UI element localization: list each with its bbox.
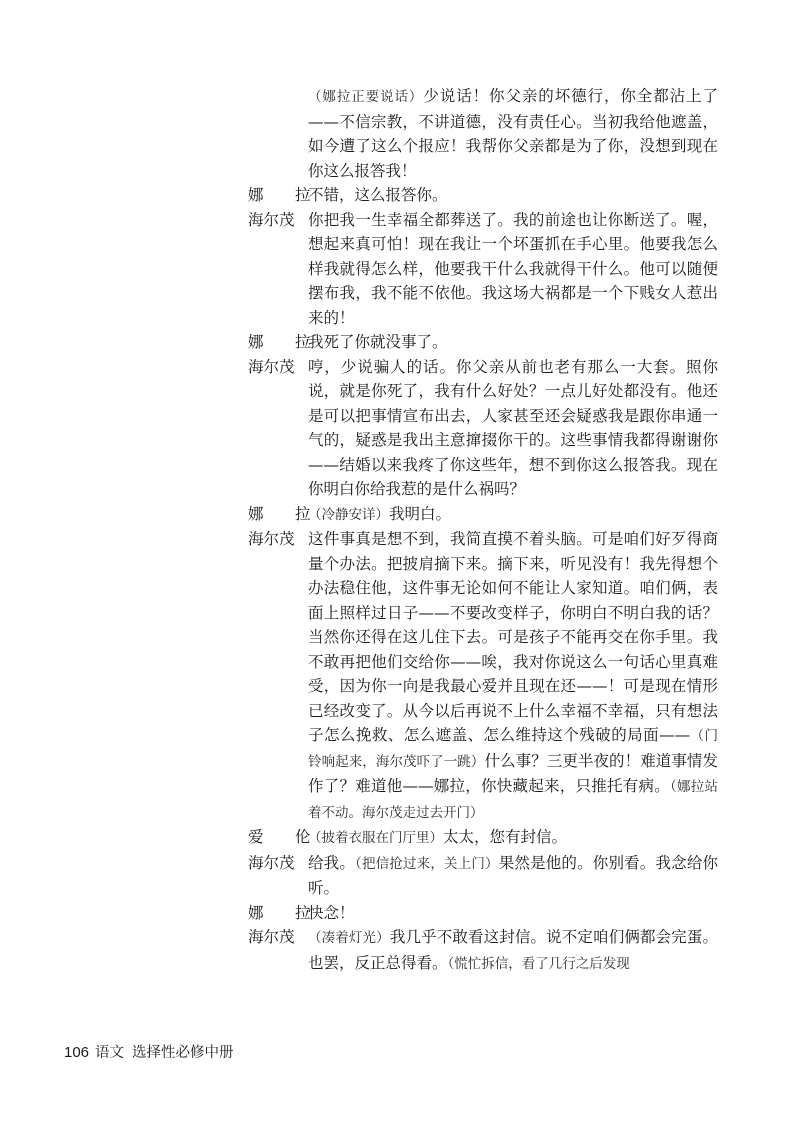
speech-text (308, 925, 718, 976)
stage-direction: （门铃响起来，海尔茂吓了一跳） (308, 728, 718, 770)
speech-text (308, 527, 718, 825)
spoken-line: 什么事？三更半夜的！难道事情发作了？难道他——娜拉，你快藏起来，只推托有病。 (308, 751, 718, 795)
speech-text (308, 901, 718, 926)
spoken-line: 给我。 (308, 853, 356, 872)
dialogue-entry (248, 84, 718, 183)
speaker-name: 娜 拉 (248, 186, 319, 204)
spoken-line: 我几乎不敢看这封信。说不定咱们俩都会完蛋。也罢，反正总得看。 (308, 928, 718, 972)
subject-label: 语文 (95, 1045, 125, 1061)
spoken-line: 太太，您有封信。 (443, 828, 568, 846)
stage-direction: （凑着灯光） (308, 930, 390, 946)
dialogue-entry (248, 851, 718, 901)
speaker-name: 娜 拉 (248, 903, 319, 922)
spoken-line: 快念！ (308, 903, 355, 922)
stage-direction: （慌忙拆信，看了几行之后发现 (447, 955, 630, 972)
speech-text (308, 208, 718, 331)
speaker-name: 娜 拉 (248, 333, 319, 351)
stage-direction: （冷静安详） (308, 506, 389, 523)
speech-text (308, 84, 718, 183)
page-number: 106 (64, 1044, 90, 1061)
book-title: 选择性必修中册 (132, 1045, 234, 1061)
dialogue-entry (248, 330, 718, 355)
speech-text (308, 355, 718, 502)
speaker-name: 海尔茂 (248, 357, 295, 376)
speech-text (308, 183, 718, 208)
page-footer (64, 1041, 234, 1062)
stage-direction: （把信抢过来，关上门） (355, 855, 499, 872)
spoken-line: 这件事真是想不到，我简直摸不着头脑。可是咱们好歹得商量个办法。把披肩摘下来。摘下来，听见没有！我先得想个办法稳住他，这件事无论如何不能让人家知道。咱们俩，表面上照样过日子——不要改变样子，你明白不明白我的话？当然你还得在这儿住下去。可是孩子不能再交在你手里。我不敢再把他们交给你——唉，我对你说这么一句话心里真难受，因为你一向是我最心爱并且现在还——！可是现在情形已经改变了。从今以后再说不上什么幸福不幸福，只有想法子怎么挽救、怎么遮盖、怎么维持这个残破的局面—— (308, 530, 718, 744)
speaker-name: 海尔茂 (248, 530, 295, 548)
dialogue-entry (248, 183, 718, 208)
speech-text (308, 330, 718, 355)
speaker-name: 海尔茂 (248, 853, 295, 872)
dialogue-entry (248, 925, 718, 976)
dialogue-entry (248, 355, 718, 502)
dialogue-entry (248, 208, 718, 331)
speech-text (308, 825, 718, 851)
dialogue-entry (248, 901, 718, 926)
speaker-name: 海尔茂 (248, 928, 295, 946)
speech-text (308, 851, 718, 901)
spoken-line: 我明白。 (389, 504, 452, 523)
spoken-line: 少说话！你父亲的坏德行，你全都沾上了——不信宗教，不讲道德，没有责任心。当初我给他遮盖，如今遭了这么个报应！我帮你父亲都是为了你，没想到现在你这么报答我！ (308, 87, 718, 180)
stage-direction: （娜拉正要说话） (308, 89, 424, 105)
speech-text (308, 502, 718, 528)
dialogue-entry (248, 502, 718, 528)
spoken-line: 不错，这么报答你。 (308, 186, 448, 204)
play-script (248, 84, 718, 976)
spoken-line: 哼，少说骗人的话。你父亲从前也老有那么一大套。照你说，就是你死了，我有什么好处？一点儿好处都没有。他还是可以把事情宣布出去，人家甚至还会疑惑我是跟你串通一气的，疑惑是我出主意撺掇你干的。这些事情我都得谢谢你——结婚以来我疼了你这些年，想不到你这么报答我。现在你明白你给我惹的是什么祸吗？ (308, 357, 718, 498)
speaker-name: 娜 拉 (248, 504, 319, 523)
spoken-line: 我死了你就没事了。 (308, 333, 448, 351)
spoken-line: 果然是他的。你别看。我念给你听。 (308, 853, 718, 897)
dialogue-entry (248, 825, 718, 851)
speaker-name: 海尔茂 (248, 210, 295, 229)
stage-direction: （娜拉站着不动。海尔茂走过去开门） (308, 779, 718, 821)
stage-direction: （披着衣服在门厅里） (308, 830, 443, 846)
speaker-name: 爱 伦 (248, 828, 319, 846)
dialogue-entry (248, 527, 718, 825)
spoken-line: 你把我一生幸福全都葬送了。我的前途也让你断送了。喔，想起来真可怕！现在我让一个坏蛋抓在手心里。他要我怎么样我就得怎么样，他要我干什么我就得干什么。他可以随便摆布我，我不能不依他。我这场大祸都是一个下贱女人惹出来的！ (308, 210, 718, 327)
